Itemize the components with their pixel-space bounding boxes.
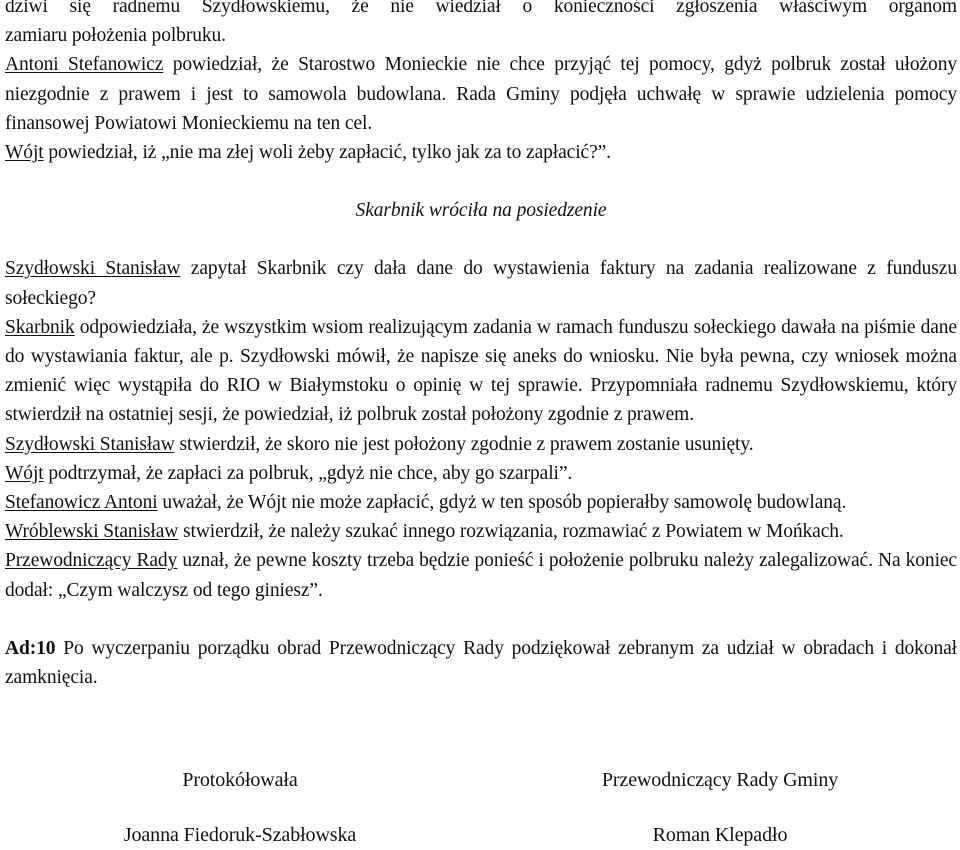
speaker-name: Wójt bbox=[5, 462, 44, 484]
agenda-item-label: Ad:10 bbox=[5, 637, 56, 659]
speaker-name: Wróblewski Stanisław bbox=[5, 521, 179, 543]
statement-text: podtrzymał, że zapłaci za polbruk, „gdyż nie chce, aby go szarpali”. bbox=[43, 462, 573, 484]
spacer bbox=[5, 605, 957, 634]
paragraph-wroblewski bbox=[5, 517, 957, 546]
spacer bbox=[5, 167, 957, 196]
signature-left-name: Joanna Fiedoruk-Szabłowska bbox=[123, 824, 357, 846]
paragraph-continuation: dziwi się radnemu Szydłowskiemu, że nie wiedział o konieczności zgłoszenia właściwym organom zamiaru położenia polbruku. bbox=[5, 0, 957, 47]
paragraph-skarbnik bbox=[5, 313, 957, 430]
speaker-name: Stefanowicz Antoni bbox=[5, 492, 158, 514]
paragraph-stefanowicz-2 bbox=[5, 488, 957, 517]
signature-left-role: Protokółowała bbox=[182, 769, 298, 791]
statement-text: zapytał Skarbnik czy dała dane do wystawienia faktury na zadania realizowane z funduszu sołeckiego? bbox=[5, 258, 957, 309]
statement-text: stwierdził, że skoro nie jest położony zgodnie z prawem zostanie usunięty. bbox=[174, 433, 754, 455]
paragraph-stefanowicz bbox=[5, 50, 957, 138]
statement-text: uznał, że pewne koszty trzeba będzie ponieść i położenie polbruku należy zalegalizować. Na koniec dodał: „Czym walczysz od tego giniesz”. bbox=[5, 550, 957, 601]
speaker-name: Skarbnik bbox=[5, 316, 75, 338]
spacer bbox=[5, 225, 957, 254]
statement-text: odpowiedziała, że wszystkim wsiom realizującym zadania w ramach funduszu sołeckiego dawała na piśmie dane do wystawiania faktur, ale p. Szydłowski mówił, że napisze się aneks do wniosku. Nie była pewna, czy wniosek można zmienić więc wystąpiła do RIO w Białymstoku o opinię w tej sprawie. Przypomniała radnemu Szydłowskiemu, który stwierdził na ostatniej sesji, że powiedział, iż polbruk został położony zgodnie z prawem. bbox=[5, 316, 957, 426]
statement-text: powiedział, że Starostwo Monieckie nie chce przyjąć tej pomocy, gdyż polbruk został ułożony niezgodnie z prawem i jest to samowola budowlana. Rada Gminy podjęła uchwałę w sprawie udzielenia pomocy finansowej Powiatowi Monieckiemu na ten cel. bbox=[5, 54, 957, 134]
speaker-name: Przewodniczący Rady bbox=[5, 550, 178, 572]
paragraph-przewodniczacy bbox=[5, 546, 957, 604]
paragraph-szydlowski-2 bbox=[5, 430, 957, 459]
procedural-note: Skarbnik wróciła na posiedzenie bbox=[355, 200, 607, 222]
statement-text: powiedział, iż „nie ma złej woli żeby zapłacić, tylko jak za to zapłacić?”. bbox=[43, 142, 611, 164]
speaker-name: Szydłowski Stanisław bbox=[5, 433, 175, 455]
paragraph-ad10 bbox=[5, 634, 957, 692]
statement-text: stwierdził, że należy szukać innego rozwiązania, rozmawiać z Powiatem w Mońkach. bbox=[178, 521, 844, 543]
document-body bbox=[5, 0, 957, 692]
signature-right-role: Przewodniczący Rady Gminy bbox=[601, 769, 839, 791]
paragraph-wojt-2 bbox=[5, 459, 957, 488]
statement-text: uważał, że Wójt nie może zapłacić, gdyż w ten sposób popierałby samowolę budowlaną. bbox=[157, 492, 847, 514]
paragraph-szydlowski bbox=[5, 254, 957, 312]
speaker-name: Wójt bbox=[5, 142, 44, 164]
paragraph-wojt bbox=[5, 138, 957, 167]
statement-text: Po wyczerpaniu porządku obrad Przewodniczący Rady podziękował zebranym za udział w obradach i dokonał zamknięcia. bbox=[5, 637, 957, 689]
speaker-name: Szydłowski Stanisław bbox=[5, 258, 181, 280]
speaker-name: Antoni Stefanowicz bbox=[5, 54, 164, 76]
signature-right-name: Roman Klepadło bbox=[652, 824, 788, 846]
